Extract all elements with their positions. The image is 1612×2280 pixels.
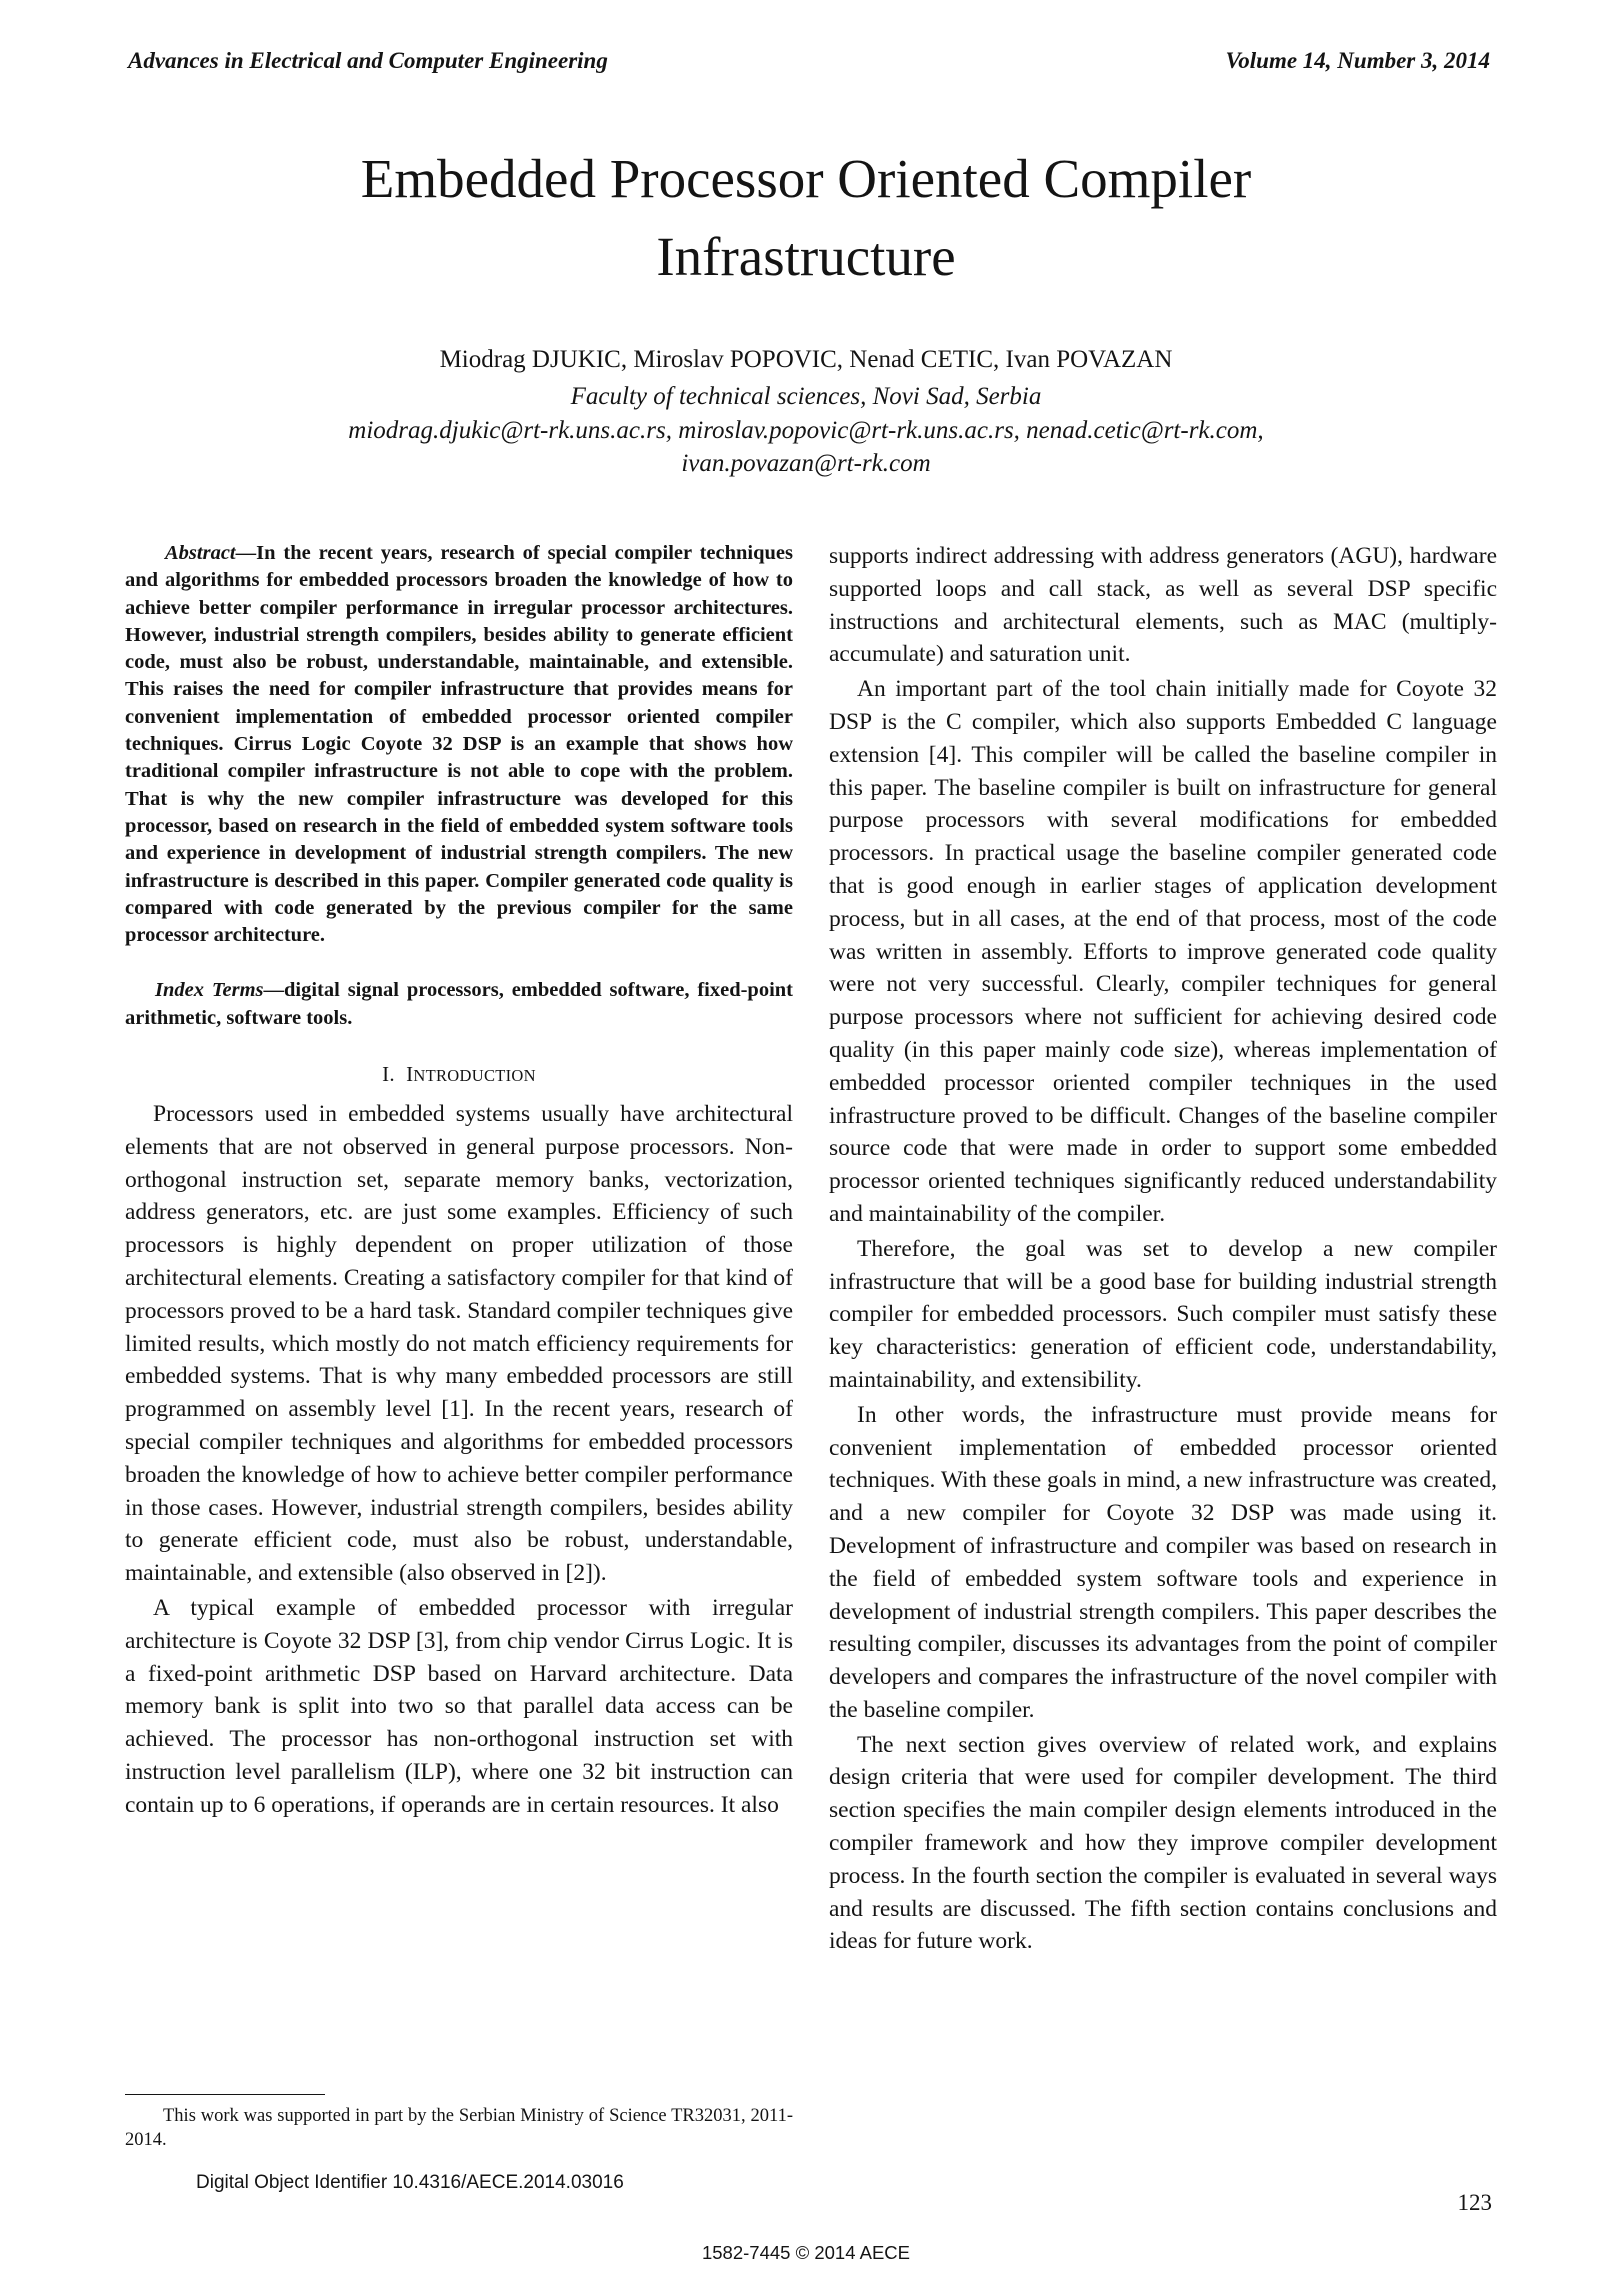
- section-title-initial: I: [406, 1062, 414, 1087]
- paper-title: [0, 140, 1612, 296]
- paper-title-line-1: Embedded Processor Oriented Compiler: [360, 148, 1252, 209]
- abstract-text: —In the recent years, research of special compiler techniques and algorithms for embedded processors broaden the knowledge of how to achieve better compiler performance in irregular processor architectures. However, industrial strength compilers, besides ability to generate efficient code, must also be robust, understandable, maintainable, and extensible. This raises the need for compiler infrastructure that provides means for convenient implementation of embedded processor oriented compiler techniques. Cirrus Logic Coyote 32 DSP is an example that shows how traditional compiler infrastructure is not able to cope with the problem. That is why the new compiler infrastructure was developed for this processor, based on research in the field of embedded system software tools and experience in development of industrial strength compilers. The new infrastructure is described in this paper. Compiler generated code quality is compared with code generated by the previous compiler for the same processor architecture.: [125, 542, 793, 947]
- abstract: [125, 540, 793, 949]
- affiliation: Faculty of technical sciences, Novi Sad, Serbia: [570, 383, 1042, 410]
- intro-paragraph-4: Therefore, the goal was set to develop a new compiler infrastructure that will be a good base for building industrial strength compiler for embedded processors. Such compiler must satisfy these key characteristics: generation of efficient code, understandability, maintainability, and extensibility.: [829, 1235, 1497, 1393]
- page-number: 123: [1457, 2190, 1492, 2215]
- right-column: [829, 540, 1497, 1960]
- intro-paragraph-2: A typical example of embedded processor with irregular architecture is Coyote 32 DSP [3], from chip vendor Cirrus Logic. It is a fixed-point arithmetic DSP based on Harvard architecture. Data memory bank is split into two so that parallel data access can be achieved. The processor has non-orthogonal instruction set with instruction level parallelism (ILP), where one 32 bit instruction can contain up to 6 operations, if operands are in certain resources. It also: [125, 1595, 793, 1818]
- index-terms: [125, 977, 793, 1032]
- section-heading-introduction: [125, 1060, 793, 1090]
- intro-paragraph-3: An important part of the tool chain initially made for Coyote 32 DSP is the C compiler, which also supports Embedded C language extension [4]. This compiler will be called the baseline compiler in this paper. The baseline compiler is built on infrastructure for general purpose processors with several modifications for embedded processors. In practical usage the baseline compiler generated code that is good enough in earlier stages of application development process, but in all cases, at the end of that process, most of the code was written in assembly. Efforts to improve generated code quality were not very successful. Clearly, compiler techniques for general purpose processors where not sufficient for achieving desired code quality (in this paper mainly code size), whereas implementation of embedded processor oriented compiler techniques in the used infrastructure proved to be difficult. Changes of the baseline compiler source code that were made in order to support some embedded processor oriented techniques significantly reduced understandability and maintainability of the compiler.: [829, 676, 1497, 1227]
- funding-footnote: This work was supported in part by the Serbian Ministry of Science TR32031, 2011-2014.: [125, 2106, 793, 2150]
- author-emails-line-1: miodrag.djukic@rt-rk.uns.ac.rs, miroslav.popovic@rt-rk.uns.ac.rs, nenad.cetic@rt-rk.com,: [348, 417, 1264, 444]
- author-list: Miodrag DJUKIC, Miroslav POPOVIC, Nenad CETIC, Ivan POVAZAN: [439, 346, 1173, 373]
- intro-paragraph-5: In other words, the infrastructure must provide means for convenient implementation of embedded processor oriented techniques. With these goals in mind, a new infrastructure was created, and a new compiler for Coyote 32 DSP was made using it. Development of infrastructure and compiler was based on research in the field of embedded system software tools and experience in development of industrial strength compilers. This paper describes the resulting compiler, discusses its advantages from the point of compiler developers and compares the infrastructure of the novel compiler with the baseline compiler.: [829, 1401, 1497, 1723]
- running-header-volume: Volume 14, Number 3, 2014: [1225, 48, 1490, 73]
- section-title-rest: NTRODUCTION: [413, 1066, 536, 1086]
- doi-identifier: Digital Object Identifier 10.4316/AECE.2014.03016: [196, 2172, 624, 2193]
- footnote-rule: [125, 2094, 325, 2095]
- index-terms-lead: Index Terms: [155, 979, 264, 1002]
- intro-paragraph-1: Processors used in embedded systems usually have architectural elements that are not observed in general purpose processors. Non-orthogonal instruction set, separate memory banks, vectorization, address generators, etc. are just some examples. Efficiency of such processors is highly dependent on proper utilization of those architectural elements. Creating a satisfactory compiler for that kind of processors proved to be a hard task. Standard compiler techniques give limited results, which mostly do not match efficiency requirements for embedded systems. That is why many embedded processors are still programmed on assembly level [1]. In the recent years, research of special compiler techniques and algorithms for embedded processors broaden the knowledge of how to achieve better compiler performance in those cases. However, industrial strength compilers, besides ability to generate efficient code, must also be robust, understandable, maintainable, and extensible (also observed in [2]).: [125, 1101, 793, 1587]
- running-header-journal: Advances in Electrical and Computer Engineering: [128, 48, 608, 73]
- copyright-line: 1582-7445 © 2014 AECE: [701, 2242, 911, 2263]
- abstract-lead: Abstract: [165, 542, 236, 564]
- intro-paragraph-2-continued: supports indirect addressing with address generators (AGU), hardware supported loops and call stack, as well as several DSP specific instructions and architectural elements, such as MAC (multiply-accumulate) and saturation unit.: [829, 543, 1497, 668]
- author-emails: [0, 414, 1612, 480]
- index-terms-text: —digital signal processors, embedded software, fixed-point arithmetic, software tools.: [125, 979, 793, 1029]
- paper-title-line-2: Infrastructure: [656, 226, 956, 287]
- author-emails-line-2: ivan.povazan@rt-rk.com: [681, 450, 931, 477]
- intro-paragraph-6: The next section gives overview of related work, and explains design criteria that were used for compiler development. The third section specifies the main compiler design elements introduced in the compiler framework and how they improve compiler development process. In the fourth section the compiler is evaluated in several ways and results are discussed. The fifth section contains conclusions and ideas for future work.: [829, 1731, 1497, 1955]
- left-column: [125, 540, 793, 1824]
- section-number: I.: [382, 1062, 395, 1087]
